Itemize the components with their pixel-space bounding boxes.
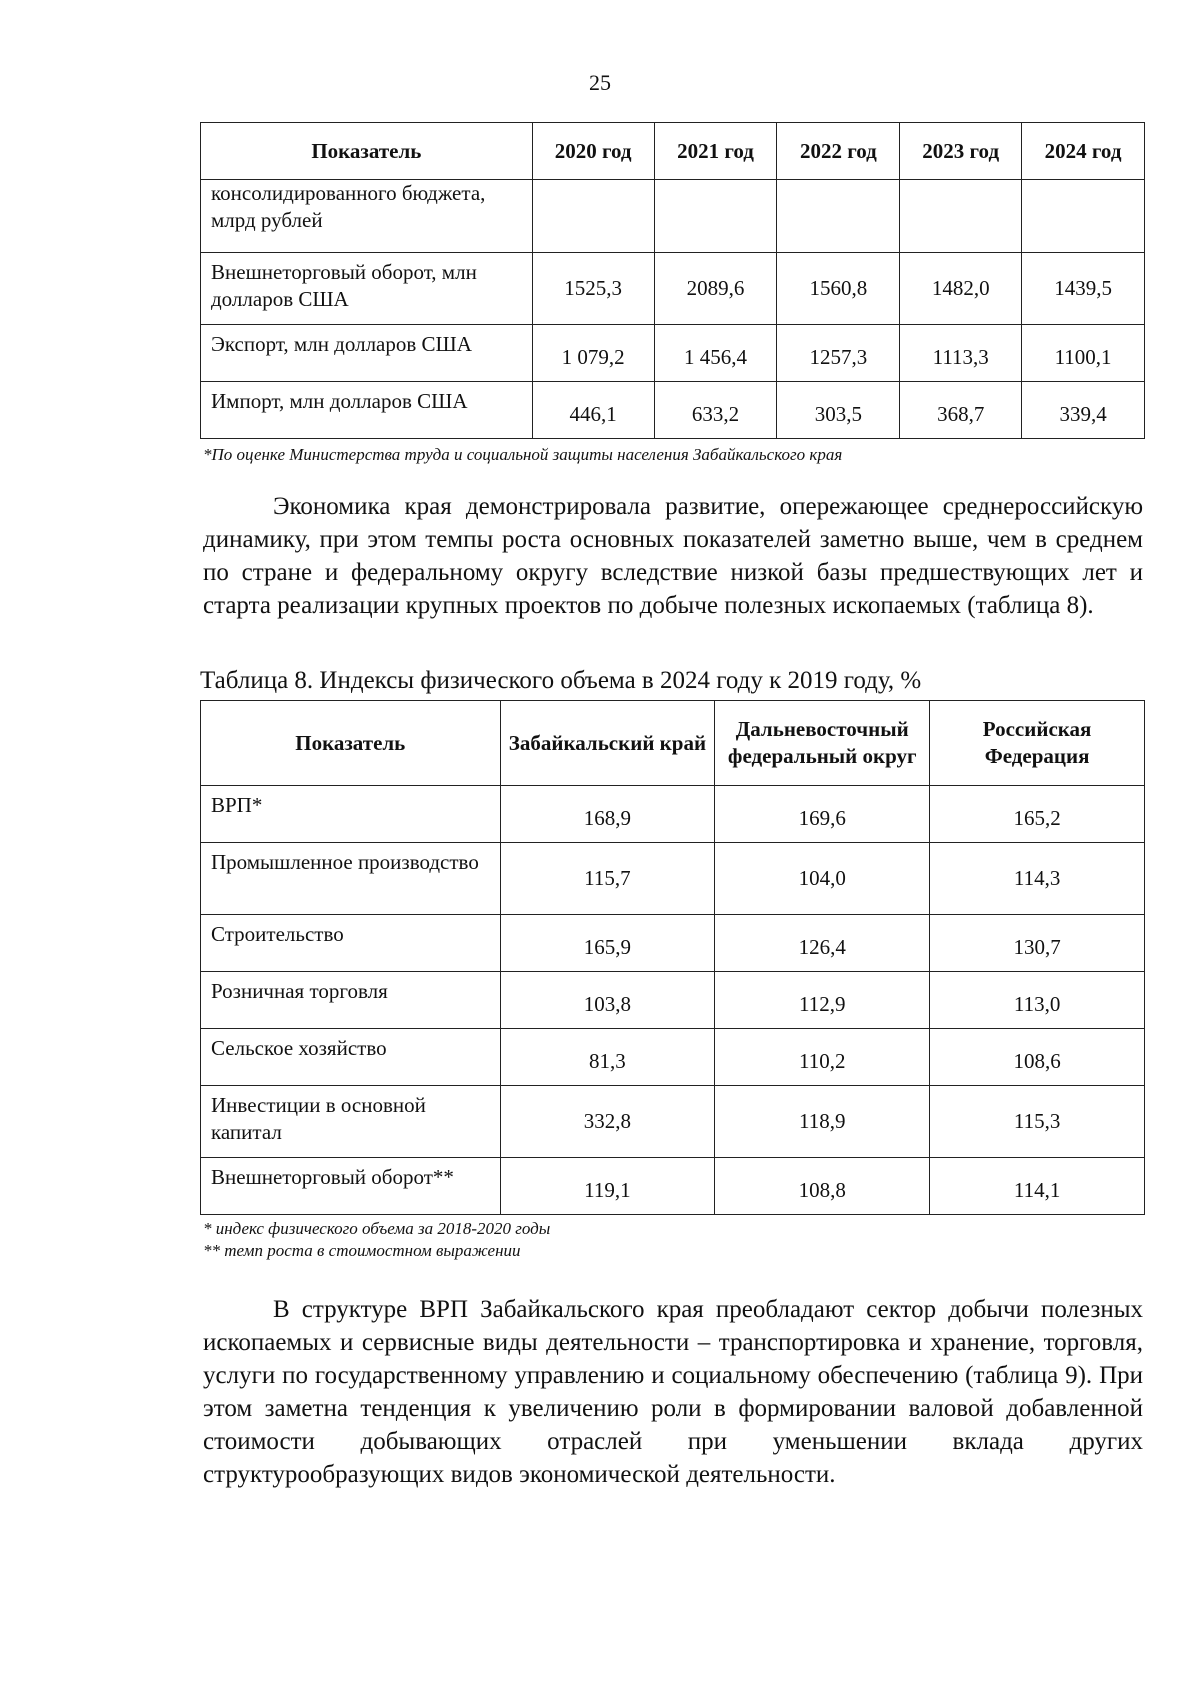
table-row (201, 253, 1145, 325)
table-cell: 119,1 (500, 1158, 715, 1215)
table-cell: 113,0 (930, 972, 1145, 1029)
table-cell: 1525,3 (532, 253, 654, 325)
body-paragraph: В структуре ВРП Забайкальского края преобладают сектор добычи полезных ископаемых и сервисные виды деятельности – транспортировка и хранение, торговля, услуги по государственному управлению и социальному обеспечению (таблица 9). При этом заметна тенденция к увеличению роли в формировании валовой добавленной стоимости добывающих отраслей при уменьшении вклада других структурообразующих видов экономической деятельности. (203, 1296, 1143, 1488)
row-label: Сельское хозяйство (201, 1029, 501, 1086)
table-cell: 368,7 (900, 382, 1022, 439)
row-label: Импорт, млн долларов США (201, 382, 533, 439)
table-cell: 2089,6 (654, 253, 777, 325)
table-cell: 118,9 (715, 1086, 930, 1158)
table-cell: 168,9 (500, 786, 715, 843)
table-foreign-trade (200, 122, 1145, 439)
table-cell: 115,7 (500, 843, 715, 915)
row-label: ВРП* (201, 786, 501, 843)
table-cell: 115,3 (930, 1086, 1145, 1158)
column-header: 2024 год (1022, 123, 1145, 180)
table-cell: 1482,0 (900, 253, 1022, 325)
table-cell: 112,9 (715, 972, 930, 1029)
body-paragraph: Экономика края демонстрировала развитие, опережающее среднероссийскую динамику, при этом темпы роста основных показателей заметно выше, чем в среднем по стране и федеральному округу вследствие низкой базы предшествующих лет и старта реализации крупных проектов по добыче полезных ископаемых (таблица 8). (203, 493, 1143, 619)
table-cell: 81,3 (500, 1029, 715, 1086)
table-cell: 1257,3 (777, 325, 900, 382)
table-row (201, 972, 1145, 1029)
table-cell: 1100,1 (1022, 325, 1145, 382)
column-header: 2021 год (654, 123, 777, 180)
column-header: Показатель (201, 701, 501, 786)
column-header: Забайкальский край (500, 701, 715, 786)
table-cell: 1439,5 (1022, 253, 1145, 325)
row-label: Экспорт, млн долларов США (201, 325, 533, 382)
table-cell: 126,4 (715, 915, 930, 972)
column-header: 2020 год (532, 123, 654, 180)
column-header: Российская Федерация (930, 701, 1145, 786)
table-cell: 169,6 (715, 786, 930, 843)
table-header-row (201, 123, 1145, 180)
table-row (201, 915, 1145, 972)
table-cell: 339,4 (1022, 382, 1145, 439)
table-footnote: * индекс физического объема за 2018-2020 годы (203, 1219, 551, 1238)
table-row (201, 1086, 1145, 1158)
table-cell: 303,5 (777, 382, 900, 439)
table-row (201, 325, 1145, 382)
table-cell (1022, 180, 1145, 253)
table-cell (777, 180, 900, 253)
table-cell: 1 456,4 (654, 325, 777, 382)
table-row (201, 786, 1145, 843)
table-cell: 1113,3 (900, 325, 1022, 382)
table-cell (900, 180, 1022, 253)
table-row (201, 1158, 1145, 1215)
row-label: Строительство (201, 915, 501, 972)
page-number: 25 (589, 70, 611, 95)
table-cell: 1 079,2 (532, 325, 654, 382)
table-cell: 446,1 (532, 382, 654, 439)
table-cell: 110,2 (715, 1029, 930, 1086)
table-cell: 108,8 (715, 1158, 930, 1215)
table-header-row (201, 701, 1145, 786)
table-footnote: ** темп роста в стоимостном выражении (203, 1241, 521, 1260)
row-label: Розничная торговля (201, 972, 501, 1029)
table-cell: 1560,8 (777, 253, 900, 325)
column-header: 2022 год (777, 123, 900, 180)
table-footnote: *По оценке Министерства труда и социальной защиты населения Забайкальского края (203, 445, 843, 464)
table-cell (654, 180, 777, 253)
table-cell: 114,3 (930, 843, 1145, 915)
table-cell: 103,8 (500, 972, 715, 1029)
table-row (201, 382, 1145, 439)
row-label: Внешнеторговый оборот** (201, 1158, 501, 1215)
table-cell: 114,1 (930, 1158, 1145, 1215)
table-caption: Таблица 8. Индексы физического объема в 2024 году к 2019 году, % (200, 667, 922, 694)
table-cell: 165,9 (500, 915, 715, 972)
row-label: консолидированного бюджета, млрд рублей (201, 180, 533, 253)
row-label: Промышленное производство (201, 843, 501, 915)
column-header: Дальневосточный федеральный округ (715, 701, 930, 786)
table-cell: 165,2 (930, 786, 1145, 843)
row-label: Внешнеторговый оборот, млн долларов США (201, 253, 533, 325)
table-cell: 104,0 (715, 843, 930, 915)
table-physical-volume-indices (200, 700, 1145, 1215)
table-cell: 130,7 (930, 915, 1145, 972)
table-row (201, 180, 1145, 253)
table-row (201, 843, 1145, 915)
table-cell: 332,8 (500, 1086, 715, 1158)
table-cell (532, 180, 654, 253)
table-cell: 633,2 (654, 382, 777, 439)
column-header: Показатель (201, 123, 533, 180)
table-cell: 108,6 (930, 1029, 1145, 1086)
column-header: 2023 год (900, 123, 1022, 180)
table-row (201, 1029, 1145, 1086)
row-label: Инвестиции в основной капитал (201, 1086, 501, 1158)
